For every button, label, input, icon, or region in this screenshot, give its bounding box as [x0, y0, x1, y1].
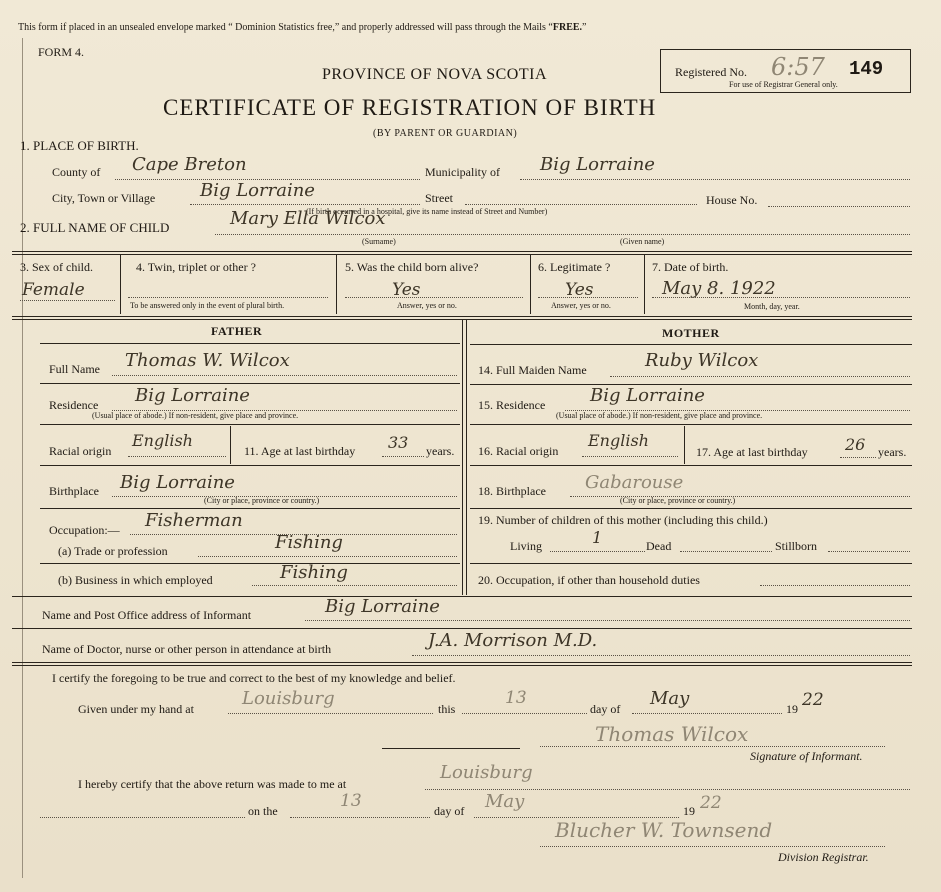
- father-name-value: Thomas W. Wilcox: [125, 350, 290, 371]
- child-name-label: 2. FULL NAME OF CHILD: [20, 220, 170, 235]
- month-value: May: [650, 688, 690, 709]
- place-of-birth-heading: 1. PLACE OF BIRTH.: [20, 138, 139, 153]
- living-value: 1: [592, 528, 603, 547]
- day-value: 13: [505, 688, 527, 708]
- informant-address-value: Big Lorraine: [325, 596, 440, 617]
- father-residence-label: Residence: [49, 398, 99, 412]
- house-number-label: House No.: [706, 193, 758, 207]
- mother-residence-label: 15. Residence: [478, 398, 546, 412]
- child-name-value: Mary Ella Wilcox: [230, 208, 386, 229]
- mother-age-value: 26: [845, 435, 866, 454]
- registered-number-stamp: 149: [849, 58, 884, 80]
- alive-note: Answer, yes or no.: [397, 301, 457, 310]
- father-racial-value: English: [132, 431, 193, 450]
- municipality-value: Big Lorraine: [540, 154, 655, 175]
- father-birthplace-note: (City or place, province or country.): [204, 496, 320, 505]
- registrar-use-note: For use of Registrar General only.: [729, 80, 838, 89]
- form-number: FORM 4.: [38, 45, 85, 59]
- registrar-signature: Blucher W. Townsend: [555, 818, 773, 842]
- father-years-label: years.: [426, 444, 455, 458]
- mother-children-label: 19. Number of children of this mother (including this child.): [478, 513, 768, 527]
- street-label: Street: [425, 191, 453, 205]
- mother-maiden-value: Ruby Wilcox: [645, 350, 759, 371]
- municipality-label: Municipality of: [425, 165, 500, 179]
- sex-label: 3. Sex of child.: [20, 260, 93, 274]
- surname-caption: (Surname): [362, 237, 396, 246]
- living-label: Living: [510, 539, 542, 553]
- mother-birthplace-value: Gabarouse: [585, 472, 684, 493]
- informant-address-label: Name and Post Office address of Informant: [42, 608, 252, 622]
- province-heading: PROVINCE OF NOVA SCOTIA: [322, 66, 548, 83]
- given-place-value: Louisburg: [242, 688, 335, 709]
- given-under-hand-label: Given under my hand at: [78, 702, 194, 716]
- hospital-note: (If birth occurred in a hospital, give its name instead of Street and Number): [306, 207, 548, 216]
- father-business-value: Fishing: [280, 562, 348, 583]
- mother-years-label: years.: [878, 445, 907, 459]
- mother-age-label: 17. Age at last birthday: [696, 445, 808, 459]
- registration-day-value: 13: [340, 791, 362, 811]
- doctor-value: J.A. Morrison M.D.: [428, 630, 598, 651]
- mother-residence-note: (Usual place of abode.) If non-resident, give place and province.: [556, 411, 763, 420]
- mail-notice: This form if placed in an unsealed envelope marked “ Dominion Statistics free,” and properly addressed will pass through the Mails “FREE.”: [18, 22, 587, 33]
- father-occupation-value: Fisherman: [145, 510, 243, 531]
- mother-birthplace-label: 18. Birthplace: [478, 484, 546, 498]
- father-business-label: (b) Business in which employed: [58, 573, 213, 587]
- registered-label: Registered No.: [675, 65, 747, 79]
- certify-statement: I certify the foregoing to be true and correct to the best of my knowledge and belief.: [52, 671, 456, 685]
- legitimate-note: Answer, yes or no.: [551, 301, 611, 310]
- informant-signature-caption: Signature of Informant.: [750, 749, 863, 763]
- county-label: County of: [52, 165, 101, 179]
- city-label: City, Town or Village: [52, 191, 156, 205]
- father-occupation-label: Occupation:—: [49, 523, 120, 537]
- registered-handwritten: 6:57: [771, 53, 825, 81]
- father-heading: FATHER: [211, 324, 263, 338]
- twin-label: 4. Twin, triplet or other ?: [136, 260, 256, 274]
- informant-signature: Thomas Wilcox: [595, 722, 749, 746]
- mother-birthplace-note: (City or place, province or country.): [620, 496, 736, 505]
- father-racial-label: Racial origin: [49, 444, 112, 458]
- father-birthplace-label: Birthplace: [49, 484, 99, 498]
- date-of-birth-note: Month, day, year.: [744, 302, 800, 311]
- county-value: Cape Breton: [132, 154, 247, 175]
- father-trade-value: Fishing: [275, 532, 343, 553]
- alive-value: Yes: [392, 280, 421, 300]
- legitimate-label: 6. Legitimate ?: [538, 260, 611, 274]
- registration-year-prefix: 19: [683, 804, 695, 818]
- return-place-value: Louisburg: [440, 762, 533, 783]
- father-trade-label: (a) Trade or profession: [58, 544, 168, 558]
- mother-heading: MOTHER: [662, 326, 720, 340]
- return-statement: I hereby certify that the above return was made to me at: [78, 777, 347, 791]
- alive-label: 5. Was the child born alive?: [345, 260, 479, 274]
- day-of-label: day of: [590, 702, 621, 716]
- on-the-label: on the: [248, 804, 278, 818]
- mail-free-word: FREE.: [552, 22, 583, 33]
- city-value: Big Lorraine: [200, 180, 315, 201]
- mother-residence-value: Big Lorraine: [590, 385, 705, 406]
- mother-racial-label: 16. Racial origin: [478, 444, 559, 458]
- mother-racial-value: English: [588, 431, 649, 450]
- registrar-signature-caption: Division Registrar.: [778, 850, 869, 864]
- date-of-birth-label: 7. Date of birth.: [652, 260, 729, 274]
- this-label: this: [438, 702, 456, 716]
- date-of-birth-value: May 8. 1922: [662, 278, 776, 299]
- year-value: 22: [802, 690, 824, 710]
- father-name-label: Full Name: [49, 362, 100, 376]
- doctor-label: Name of Doctor, nurse or other person in attendance at birth: [42, 642, 332, 656]
- stillborn-label: Stillborn: [775, 539, 818, 553]
- registration-month-value: May: [485, 791, 525, 812]
- registration-year-value: 22: [700, 793, 722, 813]
- registered-box: [660, 49, 911, 93]
- mother-occupation-label: 20. Occupation, if other than household duties: [478, 573, 700, 587]
- father-age-label: 11. Age at last birthday: [244, 444, 356, 458]
- divider-line: [12, 662, 912, 666]
- sex-value: Female: [22, 280, 85, 300]
- mother-maiden-label: 14. Full Maiden Name: [478, 363, 587, 377]
- father-age-value: 33: [388, 433, 409, 452]
- divider-line: [12, 251, 912, 255]
- year-prefix: 19: [786, 702, 798, 716]
- given-name-caption: (Given name): [620, 237, 665, 246]
- certificate-subtitle: (BY PARENT OR GUARDIAN): [373, 128, 518, 139]
- father-residence-note: (Usual place of abode.) If non-resident, give place and province.: [92, 411, 299, 420]
- dead-label: Dead: [646, 539, 672, 553]
- certificate-title: CERTIFICATE OF REGISTRATION OF BIRTH: [163, 95, 657, 120]
- twin-note: To be answered only in the event of plural birth.: [130, 301, 285, 310]
- legitimate-value: Yes: [565, 280, 594, 300]
- father-residence-value: Big Lorraine: [135, 385, 250, 406]
- column-divider: [462, 320, 463, 595]
- left-margin-rule: [22, 38, 23, 878]
- registration-day-of-label: day of: [434, 804, 465, 818]
- father-birthplace-value: Big Lorraine: [120, 472, 235, 493]
